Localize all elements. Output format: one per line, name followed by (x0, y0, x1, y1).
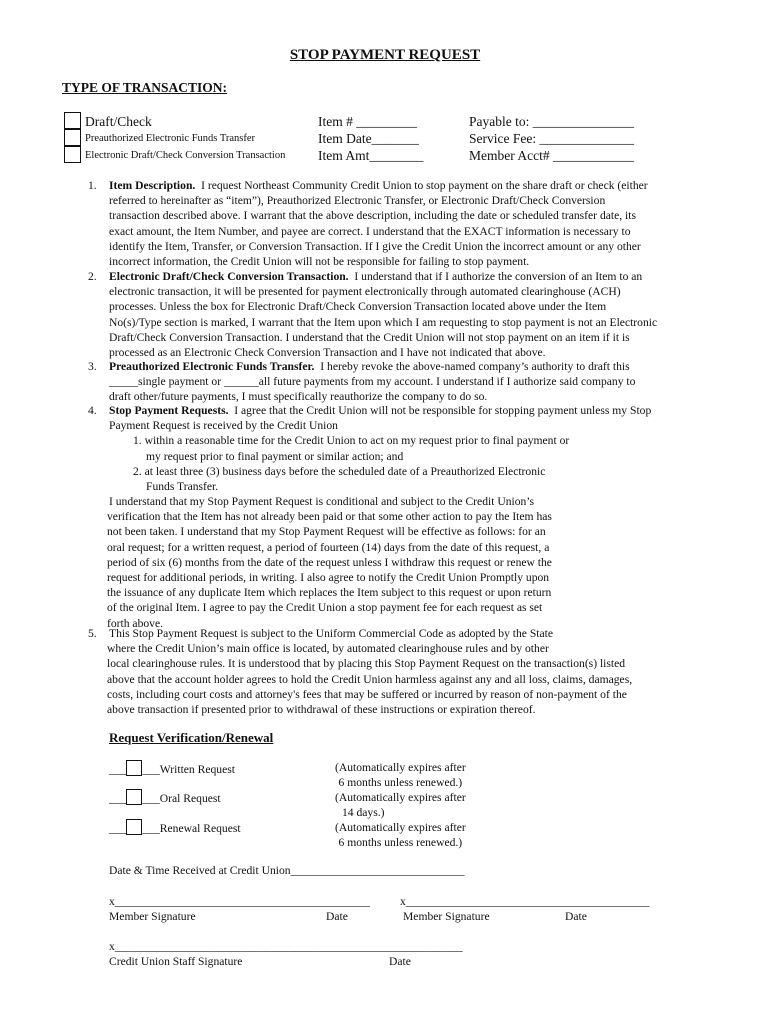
text-line: transaction described above. I warrant that the above description, including the date or scheduled transfer date, its (109, 209, 637, 223)
member-signature-label-1: Member Signature (109, 910, 196, 923)
note-line: 14 days.) (342, 806, 385, 820)
staff-date-label: Date (389, 955, 411, 968)
renewal-request-note (335, 820, 466, 850)
service-fee-field[interactable]: Service Fee: ______________ (469, 131, 634, 146)
type-label-preauthorized-eft: Preauthorized Electronic Funds Transfer (85, 133, 256, 144)
section-heading: Electronic Draft/Check Conversion Transaction. (109, 270, 349, 283)
written-request-label: Written Request (159, 763, 235, 776)
text-line: referred to hereinafter as “item”), Preauthorized Electronic Transfer, or Electronic Draft/Check Conversion (109, 194, 606, 208)
section-number: 1. (88, 179, 97, 192)
text-line: I hereby revoke the above-named company’s authority to draft this (320, 360, 630, 373)
text-line: I understand that my Stop Payment Request is conditional and subject to the Credit Union’s (109, 495, 535, 508)
text-line: of the original Item. I agree to pay the Credit Union a stop payment fee for each request as set (107, 601, 543, 615)
text-line: incorrect information, the Credit Union will not be responsible for failing to stop payment. (109, 255, 530, 269)
text-line: exact amount, the Item Number, and payee are correct. I understand that the EXACT information is necessary to (109, 224, 631, 238)
text-line: where the Credit Union’s main office is located, by automated clearinghouse rules and by other (107, 642, 549, 656)
text-line: I agree that the Credit Union will not be responsible for stopping payment unless my Stop (234, 404, 652, 417)
text-line: draft other/future payments, I must specifically reauthorize the company to do so. (109, 390, 488, 404)
text-line: above that the account holder agrees to hold the Credit Union harmless against any and all loss, claims, damages, (107, 672, 633, 686)
renewal-request-label: Renewal Request (159, 822, 241, 835)
text-line: processed as an Electronic Check Conversion Transaction and I have not indicated that above. (109, 346, 546, 360)
text-line: not been taken. I understand that my Stop Payment Request will be effective as follows: for an (107, 525, 546, 539)
item-date-field[interactable]: Item Date_______ (318, 131, 419, 146)
text-line: This Stop Payment Request is subject to the Uniform Commercial Code as adopted by the State (109, 627, 554, 640)
text-line: costs, including court costs and attorney's fees that may be suffered or incurred by reason of non-payment of the (107, 687, 627, 701)
staff-signature-line[interactable]: x____________________________________________________________ (109, 940, 463, 953)
text-line: the issuance of any duplicate Item which replaces the Item subject to this request or upon return (107, 586, 552, 600)
section-number: 4. (88, 404, 97, 417)
type-label-conversion: Electronic Draft/Check Conversion Transaction (85, 150, 286, 161)
note-line: 6 months unless renewed.) (338, 776, 463, 790)
text-line: I understand that if I authorize the conversion of an Item to an (354, 270, 643, 283)
text-line: _____single payment or ______all future payments from my account. I understand if I authorize said company to (109, 375, 636, 389)
note-line: (Automatically expires after (335, 821, 466, 834)
note-line: 6 months unless renewed.) (338, 836, 463, 850)
note-line: (Automatically expires after (335, 761, 466, 774)
text-line: Payment Request is received by the Credit Union (109, 419, 338, 433)
oral-request-row: ___ ___Oral Request (109, 789, 221, 805)
payable-to-field[interactable]: Payable to: _______________ (469, 114, 634, 129)
member-acct-field[interactable]: Member Acct# ____________ (469, 148, 634, 163)
text-line: local clearinghouse rules. It is understood that by placing this Stop Payment Request on the transaction(s) listed (107, 657, 626, 671)
section-number: 5. (88, 627, 97, 640)
section-number: 2. (88, 270, 97, 283)
renewal-request-checkbox[interactable] (126, 819, 142, 835)
text-line: I request Northeast Community Credit Union to stop payment on the share draft or check (either (201, 179, 648, 192)
section-heading: Item Description. (109, 179, 196, 192)
section-stop-payment-requests (109, 403, 651, 494)
type-of-transaction-heading: TYPE OF TRANSACTION: (62, 80, 228, 95)
date-time-received-field[interactable]: Date & Time Received at Credit Union______________________________ (109, 864, 465, 877)
renewal-request-row: ___ ___Renewal Request (109, 819, 241, 835)
text-line: Funds Transfer. (146, 480, 219, 494)
text-line: oral request; for a written request, a period of fourteen (14) days from the date of this request, a (107, 540, 550, 554)
member-signature-label-2: Member Signature (403, 910, 490, 923)
oral-request-label: Oral Request (159, 792, 221, 805)
date-label-1: Date (326, 910, 348, 923)
date-label-2: Date (565, 910, 587, 923)
text-line: period of six (6) months from the date of the request unless I withdraw this request or renew the (107, 555, 552, 569)
preauthorized-eft-checkbox[interactable] (64, 129, 81, 146)
section-4-continued (107, 494, 552, 631)
conversion-transaction-checkbox[interactable] (64, 146, 81, 163)
text-line: forth above. (107, 616, 164, 630)
text-line: request for additional periods, in writing. I also agree to notify the Credit Union Promptly upon (107, 571, 550, 585)
item-amount-field[interactable]: Item Amt________ (318, 148, 424, 163)
verification-heading: Request Verification/Renewal (109, 730, 274, 745)
section-number: 3. (88, 360, 97, 373)
section-heading: Stop Payment Requests. (109, 404, 229, 417)
section-ucc (107, 626, 632, 717)
type-label-draft-check: Draft/Check (85, 114, 152, 129)
text-line: my request prior to final payment or similar action; and (146, 449, 404, 463)
text-line: 1. within a reasonable time for the Credit Union to act on my request prior to final payment or (133, 434, 570, 448)
text-line: 2. at least three (3) business days before the scheduled date of a Preauthorized Electronic (133, 464, 546, 478)
member-signature-line-2[interactable]: x__________________________________________ (400, 895, 650, 908)
text-line: Draft/Check Conversion Transaction. I understand that the Credit Union will not stop payment on an item if it is (109, 330, 630, 344)
written-request-row: ___ ___Written Request (109, 760, 235, 776)
staff-signature-label: Credit Union Staff Signature (109, 955, 243, 968)
oral-request-checkbox[interactable] (126, 789, 142, 805)
draft-check-checkbox[interactable] (64, 112, 81, 129)
text-line: No(s)/Type section is marked, I warrant that the Item upon which I am requesting to stop payment is not an Electronic (109, 315, 658, 329)
page-title: STOP PAYMENT REQUEST (289, 47, 481, 63)
text-line: processes. Unless the box for Electronic Draft/Check Conversion Transaction located above under the Item (109, 300, 607, 314)
section-conversion-transaction (109, 269, 657, 360)
member-signature-line-1[interactable]: x____________________________________________ (109, 895, 370, 908)
note-line: (Automatically expires after (335, 791, 466, 804)
item-number-field[interactable]: Item # _________ (318, 114, 417, 129)
oral-request-note (335, 790, 466, 820)
section-preauthorized-eft (109, 359, 635, 405)
section-item-description (109, 178, 648, 269)
text-line: identify the Item, Transfer, or Conversion Transaction. If I give the Credit Union the incorrect amount or any other (109, 239, 641, 253)
text-line: electronic transaction, it will be presented for payment electronically through automated clearinghouse (ACH) (109, 285, 621, 299)
text-line: verification that the Item has not already been paid or that some other action to pay the Item has (107, 510, 552, 524)
written-request-note (335, 760, 466, 790)
written-request-checkbox[interactable] (126, 760, 142, 776)
text-line: above transaction if presented prior to withdrawal of these instructions or expiration thereof. (107, 703, 536, 717)
section-heading: Preauthorized Electronic Funds Transfer. (109, 360, 315, 373)
